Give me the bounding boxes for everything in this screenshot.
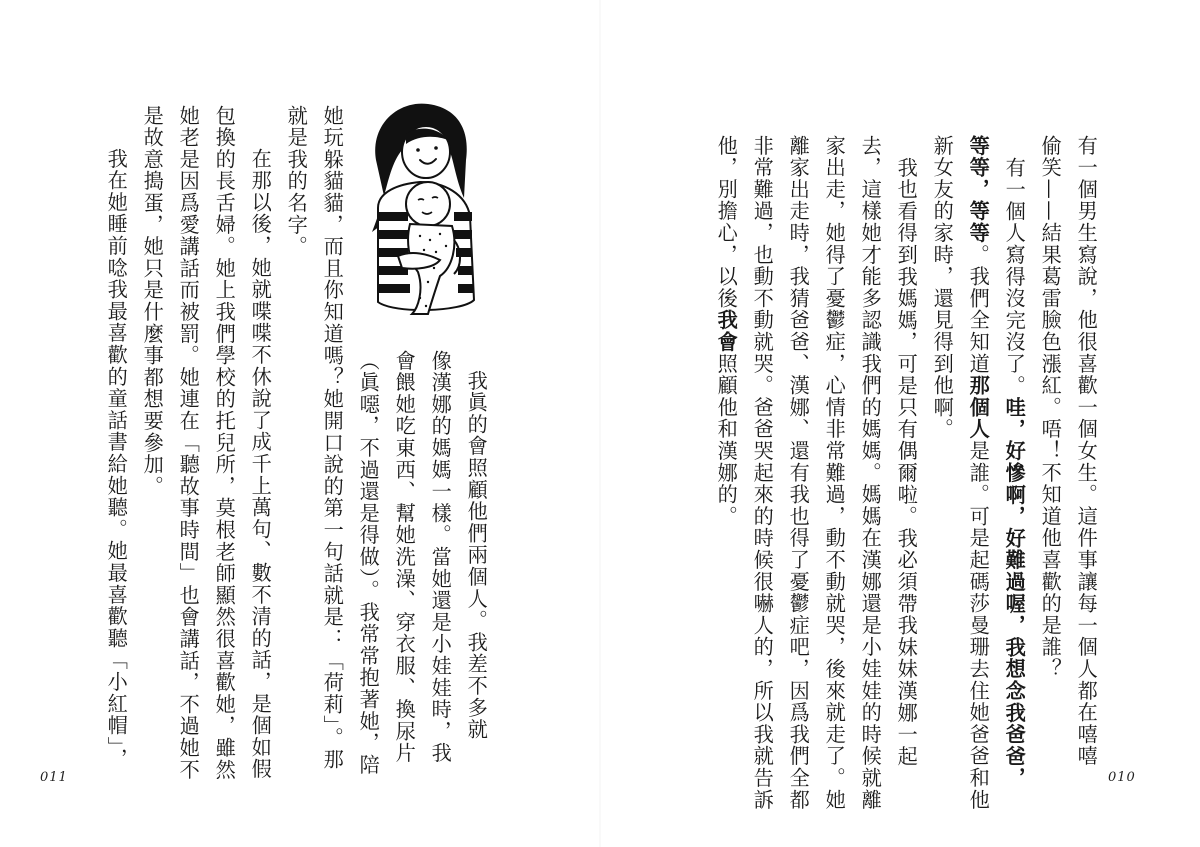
text-segment: 去，這樣她才能多認識我們的媽媽。媽媽在漢娜還是小娃娃的時候就離 [858,135,883,811]
text-segment: 有一個人寫得沒完沒了。 [1002,157,1027,397]
girl-holding-baby-illustration [358,100,482,322]
text-column-right-4 [966,135,991,811]
page-number-left: 011 [40,770,68,785]
text-column-left-5 [212,105,237,781]
text-column-left-6 [176,105,201,781]
text-column-right-8 [822,135,847,811]
text-column-left-1 [356,350,381,776]
text-column-right-7 [858,135,883,811]
text-segment: 他，別擔心，以後 [714,135,739,310]
text-segment: 那個人 [966,374,991,441]
text-column-left-8 [104,148,129,771]
text-segment: 會餵她吃東西、幫她洗澡、穿衣服、換尿片 [392,350,417,765]
text-segment: 新女友的家時，還見得到他啊。 [930,135,955,441]
text-column-left-7 [140,105,165,498]
text-segment: 我在她睡前唸我最喜歡的童話書給她聽。她最喜歡聽「小紅帽」， [104,148,129,771]
text-column-left-3 [284,105,309,258]
text-column-right-1 [1074,135,1099,768]
text-segment: 包換的長舌婦。她上我們學校的托兒所，莫根老師顯然很喜歡她，雖然 [212,105,237,781]
text-column-right-2 [1038,135,1063,680]
text-column-right-6 [894,157,919,768]
text-segment: 她老是因爲愛講話而被罰。她連在「聽故事時間」也會講話，不過她不 [176,105,201,781]
text-segment: 是誰。可是起碼莎曼珊去住她爸爸和他 [966,440,991,811]
text-segment: 家出走，她得了憂鬱症，心情非常難過，動不動就哭，後來就走了。她 [822,135,847,811]
text-segment: 照顧他和漢娜的。 [714,353,739,528]
text-column-right-10 [750,135,775,811]
text-segment: 在那以後，她就喋喋不休說了成千上萬句、數不清的話，是個如假 [248,148,273,781]
text-column-left-4 [248,148,273,781]
text-column-right-3 [1002,157,1027,790]
text-segment: 我也看得到我媽媽，可是只有偶爾啦。我必須帶我妹妹漢娜一起 [894,157,919,768]
text-column-right-5 [930,135,955,441]
text-segment: 等等，等等 [966,135,991,244]
text-segment: （眞噁，不過還是得做）。我常常抱著她，陪 [356,350,381,776]
text-column-left-short-2 [428,350,453,765]
text-column-left-short-1 [464,370,489,741]
text-segment: 就是我的名字。 [284,105,309,258]
text-column-left-short-3 [392,350,417,765]
text-column-right-11 [714,135,739,528]
text-segment: 像漢娜的媽媽一樣。當她還是小娃娃時，我 [428,350,453,765]
text-segment: 偷笑——結果葛雷臉色漲紅。唔！不知道他喜歡的是誰？ [1038,135,1063,680]
text-segment: 我眞的會照顧他們兩個人。我差不多就 [464,370,489,741]
text-segment: 離家出走時，我猜爸爸、漢娜、還有我也得了憂鬱症吧，因爲我們全都 [786,135,811,811]
text-segment: 是故意搗蛋，她只是什麼事都想要參加。 [140,105,165,498]
text-segment: 有一個男生寫說，他很喜歡一個女生。這件事讓每一個人都在嘻嘻 [1074,135,1099,768]
text-segment: 我會 [714,309,739,354]
page-number-right: 010 [1108,770,1136,785]
right-page [600,0,1200,847]
text-column-right-9 [786,135,811,811]
text-segment: 。我們全知道 [966,244,991,375]
text-segment: 非常難過，也動不動就哭。爸爸哭起來的時候很嚇人的，所以我就告訴 [750,135,775,811]
text-column-left-2 [320,105,345,771]
text-segment: 她玩躲貓貓，而且你知道嗎？她開口說的第一句話就是：「荷莉」。那 [320,105,345,771]
text-segment: 哇，好慘啊，好難過喔，我想念我爸爸， [1002,396,1027,790]
